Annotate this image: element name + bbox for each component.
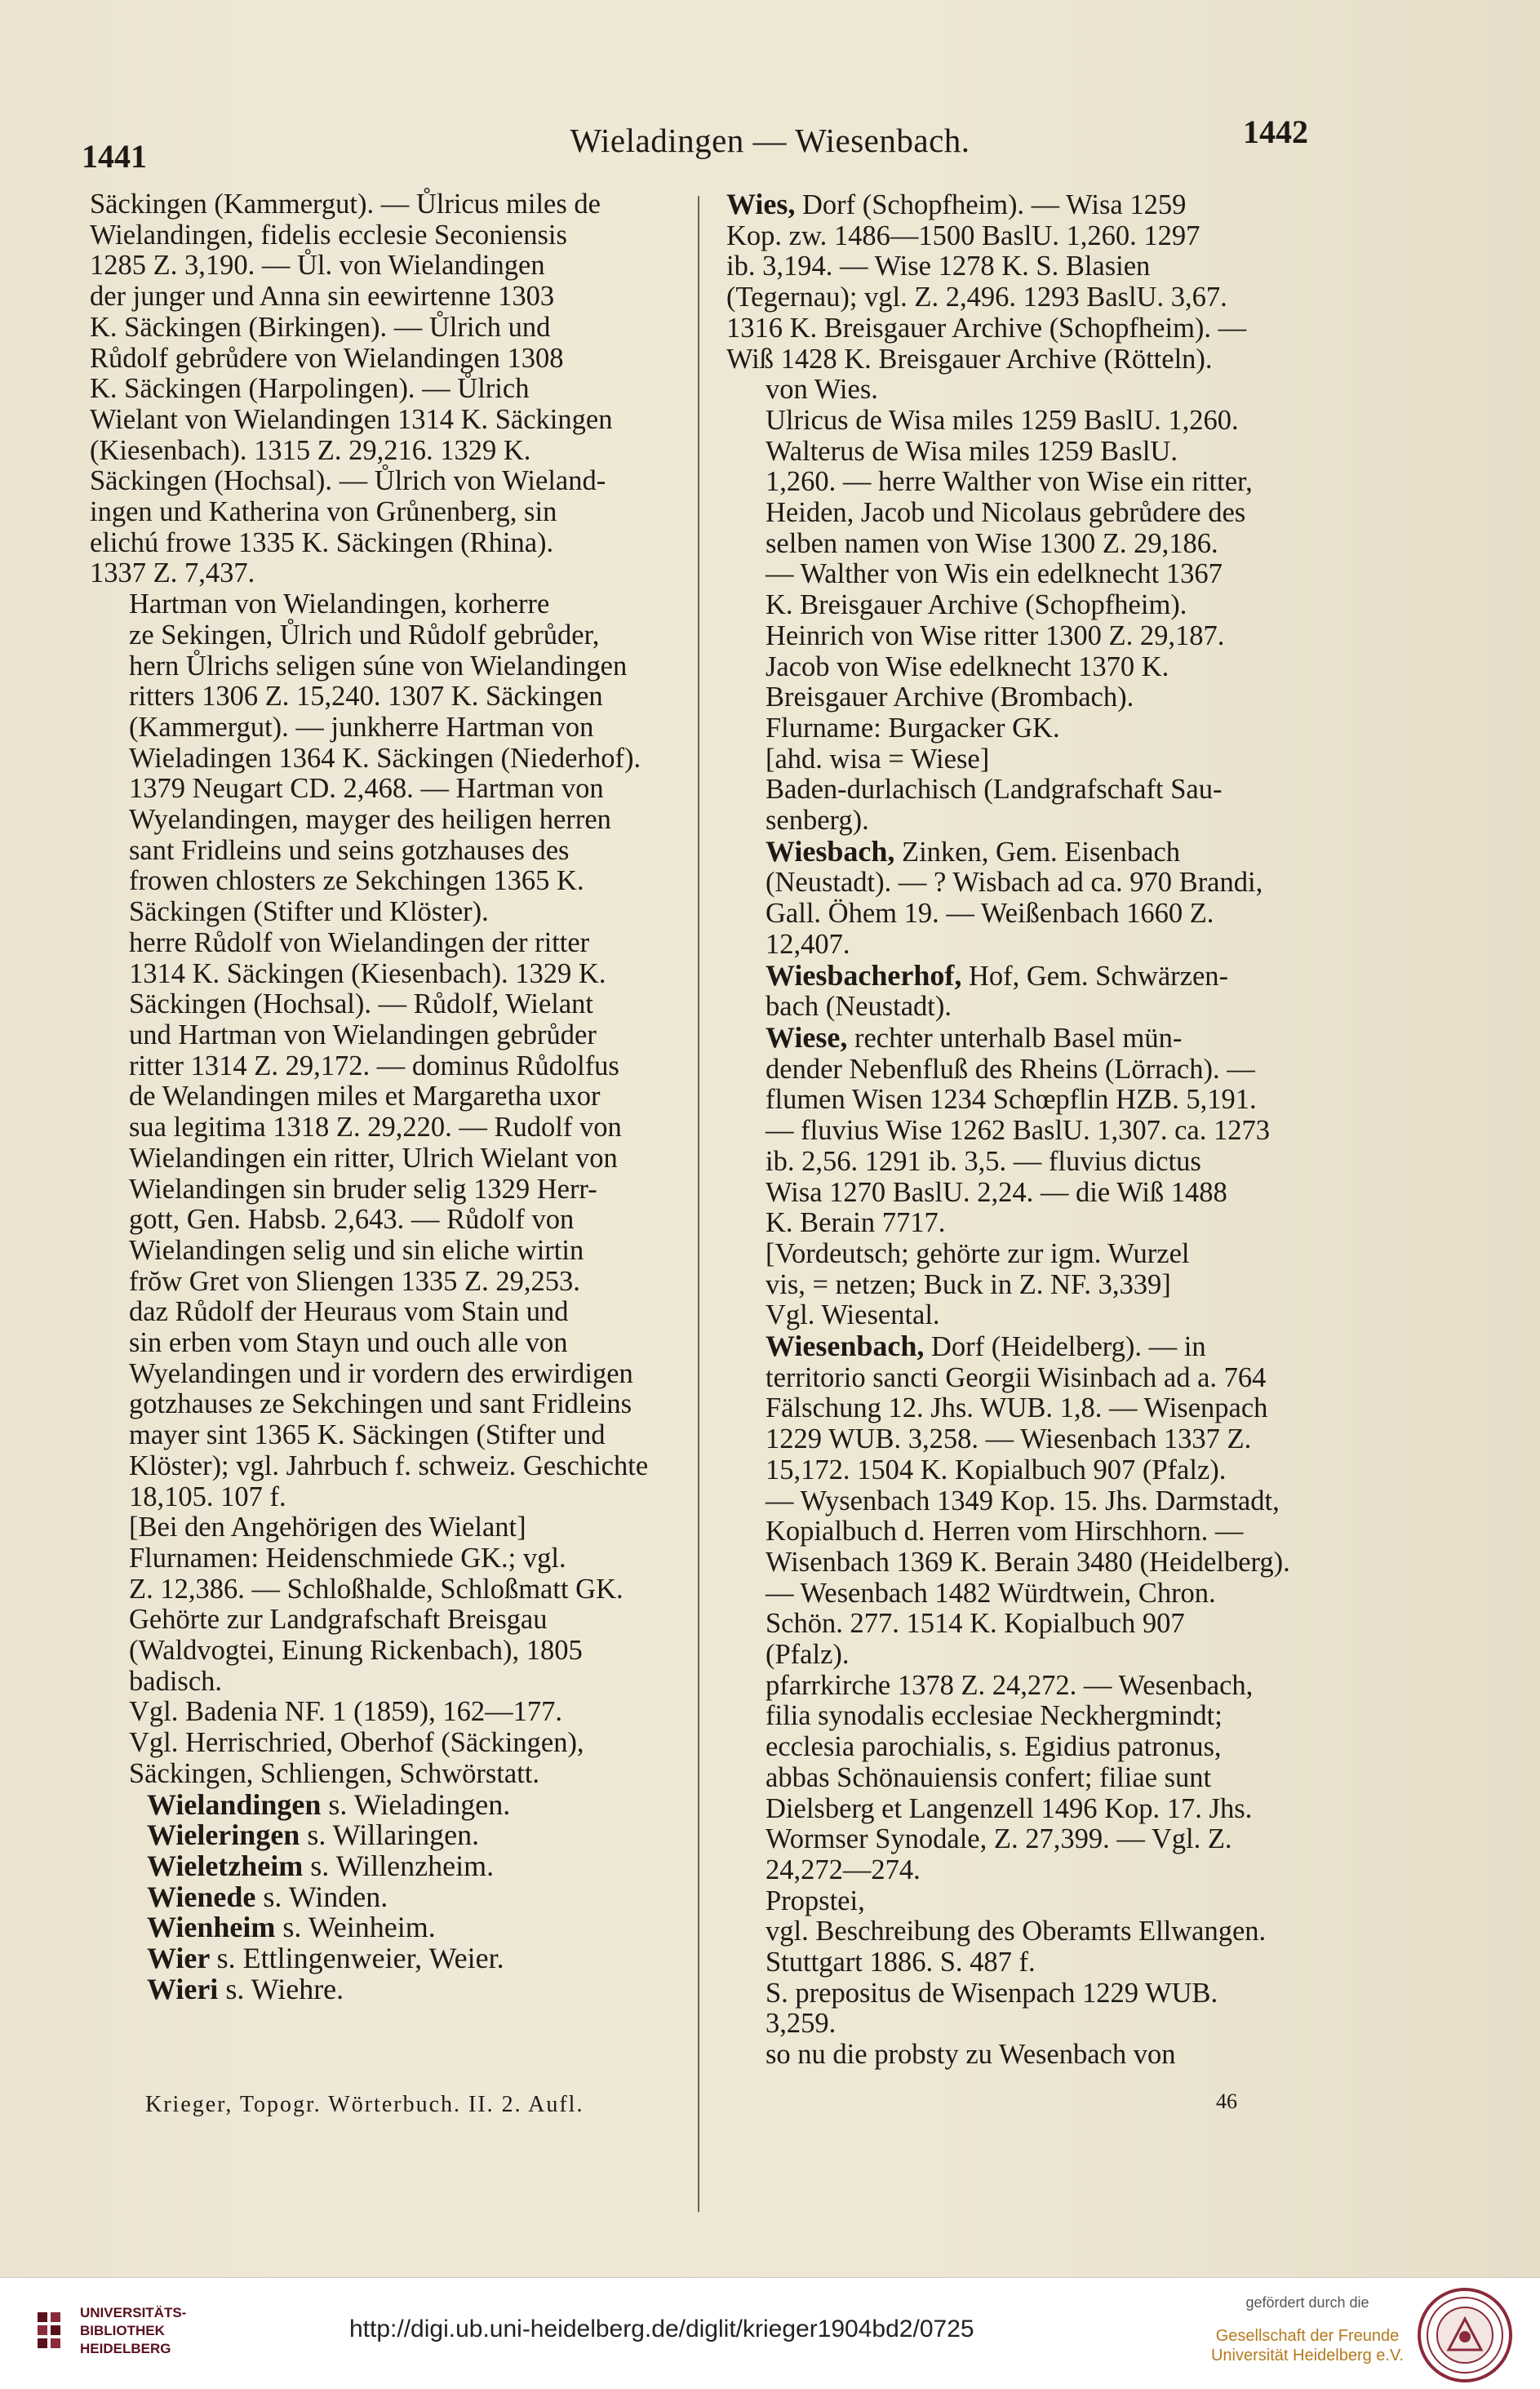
entry-line: Kop. zw. 1486—1500 BaslU. 1,260. 1297 xyxy=(726,220,1200,251)
entry-line: pfarrkirche 1378 Z. 24,272. — Wesenbach, xyxy=(766,1669,1254,1701)
entry-line: Walterus de Wisa miles 1259 BaslU. xyxy=(766,435,1178,467)
entry-line: 24,272—274. xyxy=(766,1854,921,1885)
entry-line: Säckingen (Hochsal). — Ůlrich von Wieland- xyxy=(90,465,606,497)
sheet-signature: 46 xyxy=(1216,2089,1237,2113)
entry-line: Heinrich von Wise ritter 1300 Z. 29,187. xyxy=(766,619,1225,651)
cross-reference xyxy=(90,1882,679,1913)
entry-line: Säckingen (Stifter und Klöster). xyxy=(129,896,489,928)
entry-line: herre Růdolf von Wielandingen der ritter xyxy=(129,926,590,958)
entry-line: Schön. 277. 1514 K. Kopialbuch 907 xyxy=(766,1608,1185,1640)
entry-line: territorio sancti Georgii Wisinbach ad a. 764 xyxy=(766,1361,1267,1393)
entry-line: Wiß 1428 K. Breisgauer Archive (Rötteln). xyxy=(726,343,1213,375)
entry-line: bach (Neustadt). xyxy=(766,991,952,1023)
page-number-right: 1442 xyxy=(1243,113,1308,150)
entry-line: 1,260. — herre Walther von Wise ein ritter, xyxy=(766,466,1253,498)
entry-line: — fluvius Wise 1262 BaslU. 1,307. ca. 1273 xyxy=(766,1115,1270,1147)
entry-line: 1337 Z. 7,437. xyxy=(90,557,255,589)
entry-line: ecclesia parochialis, s. Egidius patronus, xyxy=(766,1731,1222,1763)
dictionary-entry xyxy=(726,2040,1320,2071)
entry-line: ritter 1314 Z. 29,172. — dominus Růdolfus xyxy=(129,1050,619,1081)
entry-line: sin erben vom Stayn und ouch alle von xyxy=(129,1327,568,1359)
entry-line: frŏw Gret von Sliengen 1335 Z. 29,253. xyxy=(129,1265,580,1297)
entry-line: (Tegernau); vgl. Z. 2,496. 1293 BaslU. 3,67. xyxy=(726,282,1227,313)
entry-line: der junger und Anna sin eewirtenne 1303 xyxy=(90,281,555,313)
entry-line: filia synodalis ecclesiae Neckhergmindt; xyxy=(766,1700,1223,1732)
entry-line: Wyelandingen, mayger des heiligen herren xyxy=(129,804,611,836)
dictionary-entry xyxy=(726,375,1320,406)
cross-reference xyxy=(90,1851,679,1882)
dictionary-entry xyxy=(726,652,1320,713)
entry-line: Wielandingen, fidelis ecclesie Seconiensis xyxy=(90,219,567,251)
entry-line: Z. 12,386. — Schloßhalde, Schloßmatt GK. xyxy=(129,1573,624,1605)
entry-line: Heiden, Jacob und Nicolaus gebrůdere des xyxy=(766,497,1246,529)
dictionary-entry xyxy=(726,1671,1320,1886)
cross-reference-target: s. Wieladingen. xyxy=(328,1787,511,1821)
library-name xyxy=(80,2304,186,2358)
entry-text: Dorf (Heidelberg). — in xyxy=(924,1331,1206,1363)
library-name-line: BIBLIOTHEK xyxy=(80,2323,165,2338)
entry-line: (Waldvogtei, Einung Rickenbach), 1805 xyxy=(129,1635,583,1667)
dictionary-entry xyxy=(90,1512,679,1543)
dictionary-entry xyxy=(726,1239,1320,1300)
cross-reference xyxy=(90,1820,679,1851)
dictionary-entry xyxy=(726,1916,1320,1978)
entry-line: Propstei, xyxy=(766,1885,865,1916)
dictionary-entry xyxy=(726,437,1320,621)
dictionary-entry xyxy=(726,406,1320,437)
entry-line: von Wies. xyxy=(766,374,878,406)
dictionary-entry xyxy=(726,1020,1320,1239)
entry-line xyxy=(726,1331,1320,1363)
entry-line: S. prepositus de Wisenpach 1229 WUB. xyxy=(766,1977,1218,2009)
entry-text: rechter unterhalb Basel mün- xyxy=(847,1022,1183,1054)
cross-reference-head: Wienheim xyxy=(147,1911,276,1944)
entry-line: (Neustadt). — ? Wisbach ad ca. 970 Brandi, xyxy=(766,867,1263,899)
entry-line: — Wysenbach 1349 Kop. 15. Jhs. Darmstadt, xyxy=(766,1485,1280,1516)
entry-line: Ulricus de Wisa miles 1259 BaslU. 1,260. xyxy=(766,404,1239,436)
entry-line: — Wesenbach 1482 Würdtwein, Chron. xyxy=(766,1577,1216,1609)
entry-line: senberg). xyxy=(766,805,869,837)
entry-line: vis, = netzen; Buck in Z. NF. 3,339] xyxy=(766,1268,1171,1300)
library-name-line: HEIDELBERG xyxy=(80,2341,171,2356)
entry-line: K. Säckingen (Birkingen). — Ůlrich und xyxy=(90,311,551,343)
entry-line: Breisgauer Archive (Brombach). xyxy=(766,682,1134,713)
entry-line: Flurnamen: Heidenschmiede GK.; vgl. xyxy=(129,1542,566,1574)
dictionary-entry xyxy=(726,1300,1320,1331)
dictionary-entry xyxy=(726,1331,1320,1671)
dictionary-entry xyxy=(90,1543,679,1605)
entry-line: Wielandingen selig und sin eliche wirtin xyxy=(129,1234,584,1266)
entry-line: Säckingen, Schliengen, Schwörstatt. xyxy=(129,1757,540,1789)
cross-reference-head: Wieleringen xyxy=(147,1818,300,1852)
entry-line: Vgl. Wiesental. xyxy=(766,1299,940,1331)
entry-line: Wormser Synodale, Z. 27,399. — Vgl. Z. xyxy=(766,1823,1232,1855)
dictionary-entry xyxy=(726,1978,1320,2040)
entry-line: Wieladingen 1364 K. Säckingen (Niederhof). xyxy=(129,742,641,774)
entry-line: gotzhauses ze Sekchingen und sant Fridleins xyxy=(129,1388,632,1420)
entry-line: Jacob von Wise edelknecht 1370 K. xyxy=(766,651,1169,682)
dictionary-entry xyxy=(90,1297,679,1512)
dictionary-entry xyxy=(90,589,679,928)
entry-line: Gehörte zur Landgrafschaft Breisgau xyxy=(129,1604,548,1636)
entry-line: (Kammergut). — junkherre Hartman von xyxy=(129,711,594,743)
entry-line: Wisa 1270 BaslU. 2,24. — die Wiß 1488 xyxy=(766,1176,1227,1208)
entry-line: 3,259. xyxy=(766,2008,837,2040)
entry-line: Wisenbach 1369 K. Berain 3480 (Heidelberg). xyxy=(766,1546,1290,1578)
entry-line: ib. 2,56. 1291 ib. 3,5. — fluvius dictus xyxy=(766,1145,1201,1177)
entry-line: 1285 Z. 3,190. — Ůl. von Wielandingen xyxy=(90,250,545,282)
cross-reference xyxy=(90,1943,679,1974)
entry-line: Baden-durlachisch (Landgrafschaft Sau- xyxy=(766,774,1223,806)
cross-reference-head: Wieletzheim xyxy=(147,1849,304,1882)
entry-line: Dielsberg et Langenzell 1496 Kop. 17. Jhs. xyxy=(766,1792,1253,1824)
entry-line: abbas Schönauiensis confert; filiae sunt xyxy=(766,1761,1212,1793)
entry-headword: Wies, xyxy=(726,188,796,220)
entry-headword: Wiesbach, xyxy=(766,834,895,868)
entry-line: elichú frowe 1335 K. Säckingen (Rhina). xyxy=(90,526,554,558)
entry-line: dender Nebenfluß des Rheins (Lörrach). — xyxy=(766,1053,1255,1085)
entry-line: 12,407. xyxy=(766,928,850,960)
entry-line: so nu die probsty zu Wesenbach von xyxy=(766,2039,1176,2071)
entry-text: Hof, Gem. Schwärzen- xyxy=(961,960,1228,992)
sponsor-name-line: Universität Heidelberg e.V. xyxy=(1210,2347,1405,2365)
cross-reference xyxy=(90,1912,679,1943)
entry-line: und Hartman von Wielandingen gebrůder xyxy=(129,1019,597,1050)
page-title: Wieladingen — Wiesenbach. xyxy=(570,122,970,159)
entry-headword: Wiesenbach, xyxy=(766,1330,925,1363)
entry-line xyxy=(726,834,1320,868)
entry-line: [Vordeutsch; gehörte zur igm. Wurzel xyxy=(766,1237,1190,1269)
entry-line: flumen Wisen 1234 Schœpflin HZB. 5,191. xyxy=(766,1084,1257,1116)
entry-line: 1379 Neugart CD. 2,468. — Hartman von xyxy=(129,773,604,805)
sponsor-name xyxy=(1177,2326,1438,2365)
entry-line: Gall. Öhem 19. — Weißenbach 1660 Z. xyxy=(766,898,1214,930)
entry-line: frowen chlosters ze Sekchingen 1365 K. xyxy=(129,865,584,897)
entry-headword: Wiese, xyxy=(766,1020,848,1054)
entry-line: Kopialbuch d. Herren vom Hirschhorn. — xyxy=(766,1516,1244,1548)
viewer-bottom-bar xyxy=(0,2277,1540,2389)
dictionary-entry xyxy=(90,1697,679,1728)
cross-reference xyxy=(90,1974,679,2005)
entry-line: mayer sint 1365 K. Säckingen (Stifter und xyxy=(129,1419,606,1451)
entry-line: Flurname: Burgacker GK. xyxy=(766,712,1060,744)
dictionary-entry xyxy=(726,744,1320,775)
entry-line: Wyelandingen und ir vordern des erwirdigen xyxy=(129,1357,633,1389)
dictionary-entry xyxy=(726,834,1320,961)
entry-line: 15,172. 1504 K. Kopialbuch 907 (Pfalz). xyxy=(766,1454,1227,1485)
entry-line: Fälschung 12. Jhs. WUB. 1,8. — Wisenpach xyxy=(766,1392,1268,1424)
entry-line: de Welandingen miles et Margaretha uxor xyxy=(129,1081,601,1112)
university-seal-icon xyxy=(1416,2286,1514,2384)
entry-line xyxy=(726,958,1320,992)
sponsor-credit xyxy=(1177,2294,1438,2365)
cross-reference-target: s. Willenzheim. xyxy=(310,1849,495,1882)
entry-line: K. Säckingen (Harpolingen). — Ůlrich xyxy=(90,373,530,405)
entry-line: (Kiesenbach). 1315 Z. 29,216. 1329 K. xyxy=(90,434,531,466)
right-column xyxy=(726,189,1320,2071)
entry-line: — Walther von Wis ein edelknecht 1367 xyxy=(766,558,1223,590)
page-number-left: 1441 xyxy=(82,138,147,175)
entry-line: K. Breisgauer Archive (Schopfheim). xyxy=(766,589,1187,621)
entry-line: K. Berain 7717. xyxy=(766,1207,946,1239)
entry-line: Wielant von Wielandingen 1314 K. Säckingen xyxy=(90,403,613,435)
dictionary-entry xyxy=(90,189,679,589)
entry-line: sant Fridleins und seins gotzhauses des xyxy=(129,834,570,866)
cross-reference-target: s. Weinheim. xyxy=(282,1911,436,1944)
dictionary-entry xyxy=(726,621,1320,652)
entry-line: Wielandingen sin bruder selig 1329 Herr- xyxy=(129,1173,597,1205)
footer-citation: Krieger, Topogr. Wörterbuch. II. 2. Aufl. xyxy=(145,2092,584,2117)
entry-line: ib. 3,194. — Wise 1278 K. S. Blasien xyxy=(726,251,1151,282)
sponsor-name-line: Gesellschaft der Freunde xyxy=(1215,2327,1400,2345)
entry-line xyxy=(726,1020,1320,1055)
dictionary-entry xyxy=(90,1605,679,1697)
dictionary-entry xyxy=(726,713,1320,744)
entry-line: Vgl. Badenia NF. 1 (1859), 162—177. xyxy=(129,1696,562,1728)
cross-reference-target: s. Willaringen. xyxy=(307,1818,480,1852)
library-name-line: UNIVERSITÄTS- xyxy=(80,2305,187,2320)
dictionary-entry xyxy=(90,928,679,1297)
cross-reference-target: s. Ettlingenweier, Weier. xyxy=(216,1942,504,1975)
cross-reference-head: Wienede xyxy=(147,1880,256,1913)
cross-reference-head: Wieri xyxy=(147,1972,219,2005)
entry-line: (Pfalz). xyxy=(766,1639,850,1671)
entry-line xyxy=(726,189,1320,221)
entry-line: Säckingen (Hochsal). — Růdolf, Wielant xyxy=(129,988,594,1020)
entry-line: Klöster); vgl. Jahrbuch f. schweiz. Geschichte xyxy=(129,1450,649,1481)
dictionary-entry xyxy=(726,775,1320,836)
entry-line: 1229 WUB. 3,258. — Wiesenbach 1337 Z. xyxy=(766,1423,1252,1455)
entry-headword: Wiesbacherhof, xyxy=(766,958,962,992)
entry-line: Stuttgart 1886. S. 487 f. xyxy=(766,1947,1036,1978)
permalink-url[interactable]: http://digi.ub.uni-heidelberg.de/diglit/krieger1904bd2/0725 xyxy=(349,2316,974,2342)
entry-line: daz Růdolf der Heuraus vom Stain und xyxy=(129,1296,569,1328)
entry-line: 18,105. 107 f. xyxy=(129,1481,286,1512)
cross-reference-target: s. Winden. xyxy=(263,1880,388,1913)
dictionary-entry xyxy=(726,958,1320,1023)
entry-line: 1314 K. Säckingen (Kiesenbach). 1329 K. xyxy=(129,957,606,989)
entry-line: selben namen von Wise 1300 Z. 29,186. xyxy=(766,527,1218,559)
left-column xyxy=(90,189,679,2005)
cross-reference-head: Wier xyxy=(147,1942,210,1975)
cross-reference-target: s. Wiehre. xyxy=(225,1972,344,2005)
entry-line: sua legitima 1318 Z. 29,220. — Rudolf von xyxy=(129,1112,622,1143)
entry-line: [Bei den Angehörigen des Wielant] xyxy=(129,1512,526,1543)
entry-text: Zinken, Gem. Eisenbach xyxy=(894,836,1181,868)
entry-line: hern Ůlrichs seligen súne von Wielandingen xyxy=(129,650,628,682)
cross-reference xyxy=(90,1787,679,1821)
entry-line: vgl. Beschreibung des Oberamts Ellwangen. xyxy=(766,1916,1267,1947)
entry-line: ingen und Katherina von Grůnenberg, sin xyxy=(90,496,557,528)
entry-line: Růdolf gebrůdere von Wielandingen 1308 xyxy=(90,342,564,374)
dictionary-entry xyxy=(90,1728,679,1789)
entry-line: [ahd. wisa = Wiese] xyxy=(766,743,990,775)
cross-reference-head: Wielandingen xyxy=(147,1787,322,1821)
entry-line: Hartman von Wielandingen, korherre xyxy=(129,588,550,620)
entry-line: ritters 1306 Z. 15,240. 1307 K. Säckingen xyxy=(129,681,603,713)
entry-line: 1316 K. Breisgauer Archive (Schopfheim). — xyxy=(726,312,1247,344)
sponsor-lead: gefördert durch die xyxy=(1245,2294,1369,2311)
entry-line: Säckingen (Kammergut). — Ůlricus miles de xyxy=(90,189,601,220)
dictionary-entry xyxy=(726,1886,1320,1917)
entry-line: Wielandingen ein ritter, Ulrich Wielant von xyxy=(129,1142,618,1174)
column-divider xyxy=(698,196,699,2212)
dictionary-entry xyxy=(726,189,1320,375)
entry-text: Dorf (Schopfheim). — Wisa 1259 xyxy=(795,189,1187,220)
entry-line: badisch. xyxy=(129,1665,223,1697)
entry-line: ze Sekingen, Ůlrich und Růdolf gebrůder, xyxy=(129,619,600,651)
entry-line: gott, Gen. Habsb. 2,643. — Růdolf von xyxy=(129,1204,575,1236)
entry-line: Vgl. Herrischried, Oberhof (Säckingen), xyxy=(129,1727,584,1759)
